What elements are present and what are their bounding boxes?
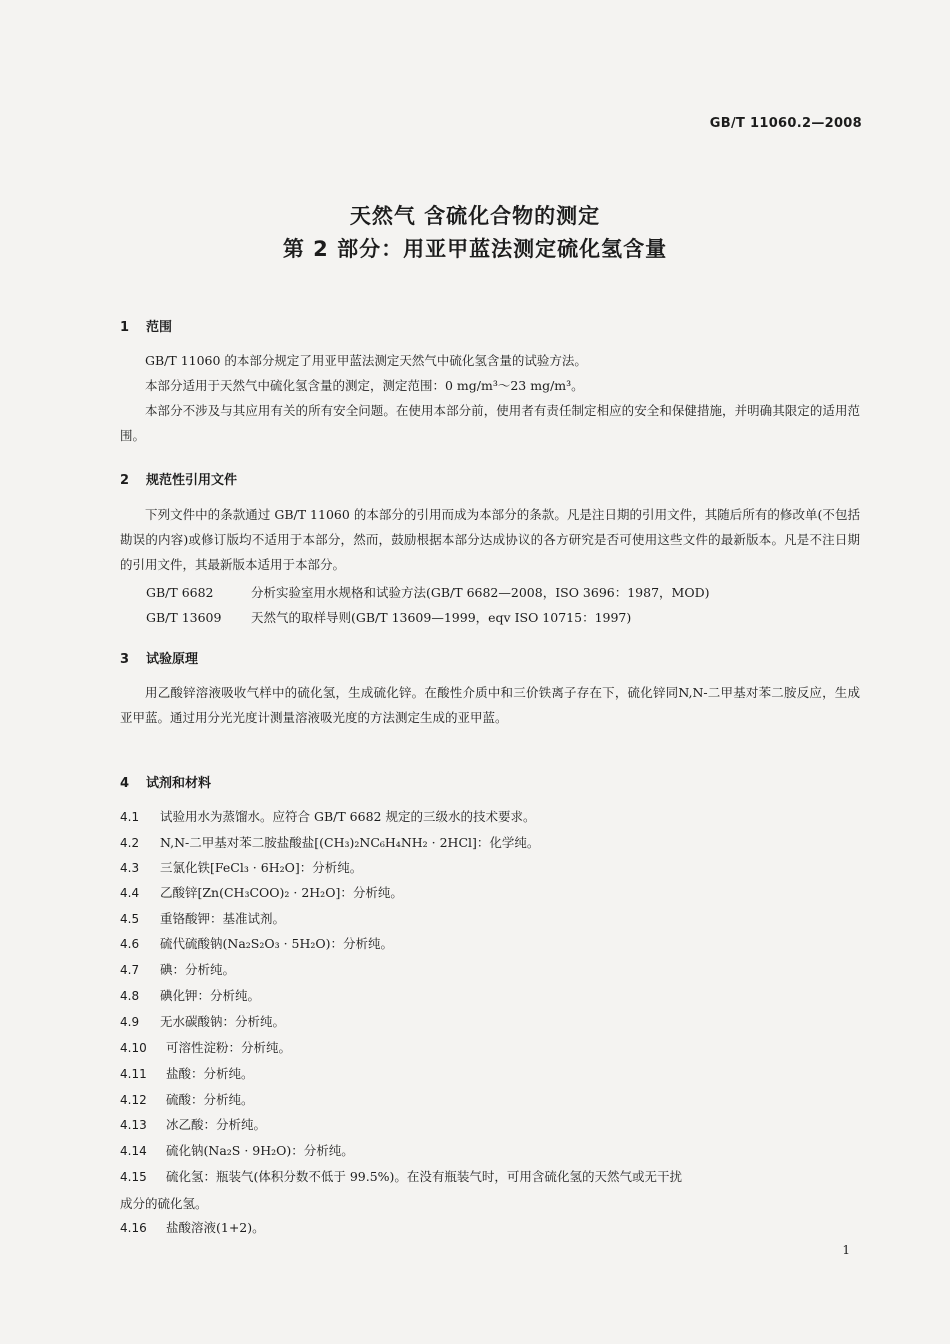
title-line-1: 天然气 含硫化合物的测定	[349, 204, 601, 228]
section-1-heading	[120, 316, 172, 335]
reagent-item	[120, 983, 860, 1009]
standard-number: GB/T 11060.2—2008	[709, 116, 862, 131]
reagent-item	[120, 1087, 860, 1113]
item-text: 可溶性淀粉：分析纯。	[166, 1040, 292, 1055]
item-number: 4.4	[120, 886, 140, 900]
item-number: 4.9	[120, 1015, 140, 1029]
item-text: 盐酸：分析纯。	[166, 1066, 254, 1081]
section-number: 1	[120, 320, 130, 335]
item-text: 试验用水为蒸馏水。应符合 GB/T 6682 规定的三级水的技术要求。	[160, 809, 536, 824]
reference-item	[146, 608, 631, 626]
item-number: 4.10	[120, 1041, 147, 1055]
reagent-item	[120, 1035, 860, 1061]
item-number: 4.6	[120, 937, 140, 951]
reagent-item	[120, 906, 860, 932]
reagent-item	[120, 1164, 860, 1190]
section-1-paragraph-3: 本部分不涉及与其应用有关的所有安全问题。在使用本部分前，使用者有责任制定相应的安全和保健措施，并明确其限定的适用范围。	[120, 403, 860, 443]
section-3-heading	[120, 648, 198, 667]
item-text: 硫酸：分析纯。	[166, 1092, 254, 1107]
item-number: 4.2	[120, 836, 140, 850]
reference-item	[146, 583, 710, 601]
item-text: 乙酸锌[Zn(CH₃COO)₂ · 2H₂O]：分析纯。	[160, 885, 403, 900]
item-text: 碘化钾：分析纯。	[160, 988, 261, 1003]
section-3-paragraph: 用乙酸锌溶液吸收气样中的硫化氢，生成硫化锌。在酸性介质中和三价铁离子存在下，硫化锌同N,N-二甲基对苯二胺反应，生成亚甲蓝。通过用分光光度计测量溶液吸光度的方法测定生成的亚甲蓝。	[120, 685, 860, 725]
item-text: 无水碳酸钠：分析纯。	[160, 1014, 286, 1029]
section-4-heading	[120, 772, 211, 791]
reference-code: GB/T 6682	[146, 585, 214, 600]
section-title: 规范性引用文件	[146, 473, 238, 488]
reagent-item	[120, 855, 860, 881]
item-text: 硫化钠(Na₂S · 9H₂O)：分析纯。	[166, 1143, 354, 1158]
reagent-item	[120, 830, 860, 856]
reagent-item	[120, 957, 860, 983]
item-number: 4.16	[120, 1221, 147, 1235]
reagent-item	[120, 1112, 860, 1138]
section-number: 3	[120, 652, 130, 667]
item-text: 重铬酸钾：基准试剂。	[160, 911, 286, 926]
section-title: 试验原理	[146, 652, 199, 667]
item-text: 冰乙酸：分析纯。	[166, 1117, 267, 1132]
reagent-item	[120, 931, 860, 957]
item-text: 硫代硫酸钠(Na₂S₂O₃ · 5H₂O)：分析纯。	[160, 936, 394, 951]
section-title: 范围	[146, 320, 173, 335]
item-number: 4.14	[120, 1144, 147, 1158]
item-text: 盐酸溶液(1+2)。	[166, 1220, 265, 1235]
item-number: 4.7	[120, 963, 140, 977]
item-number: 4.12	[120, 1093, 147, 1107]
item-text: 硫化氢：瓶装气(体积分数不低于 99.5%)。在没有瓶装气时，可用含硫化氢的天然气或无干扰	[166, 1169, 682, 1184]
section-number: 4	[120, 776, 130, 791]
reagent-item	[120, 804, 860, 830]
section-1-paragraph-1: GB/T 11060 的本部分规定了用亚甲蓝法测定天然气中硫化氢含量的试验方法。	[145, 353, 587, 368]
reagent-item	[120, 1215, 860, 1241]
reference-code: GB/T 13609	[146, 610, 222, 625]
section-2-paragraph: 下列文件中的条款通过 GB/T 11060 的本部分的引用而成为本部分的条款。凡是注日期的引用文件，其随后所有的修改单(不包括勘误的内容)或修订版均不适用于本部分，然而，鼓励根据本部分达成协议的各方研究是否可使用这些文件的最新版本。凡是不注日期的引用文件，其最新版本适用于本部分。	[120, 507, 860, 572]
reagent-item	[120, 880, 860, 906]
item-number: 4.8	[120, 989, 140, 1003]
section-2-heading	[120, 469, 237, 488]
section-1-paragraph-2: 本部分适用于天然气中硫化氢含量的测定，测定范围：0 mg/m³～23 mg/m³。	[145, 378, 584, 393]
title-line-2: 第 2 部分：用亚甲蓝法测定硫化氢含量	[282, 237, 668, 261]
page-number: 1	[842, 1243, 850, 1257]
item-text: N,N-二甲基对苯二胺盐酸盐[(CH₃)₂NC₆H₄NH₂ · 2HCl]：化学纯。	[160, 835, 540, 850]
item-text: 碘：分析纯。	[160, 962, 236, 977]
reagent-item-continuation: 成分的硫化氢。	[120, 1196, 208, 1211]
item-number: 4.1	[120, 810, 140, 824]
reference-text: 分析实验室用水规格和试验方法(GB/T 6682—2008，ISO 3696：1987，MOD)	[251, 585, 710, 600]
item-number: 4.15	[120, 1170, 147, 1184]
section-number: 2	[120, 473, 130, 488]
reagent-item	[120, 1061, 860, 1087]
item-number: 4.3	[120, 861, 140, 875]
item-number: 4.5	[120, 912, 140, 926]
item-number: 4.11	[120, 1067, 147, 1081]
reference-text: 天然气的取样导则(GB/T 13609—1999，eqv ISO 10715：1997)	[251, 610, 632, 625]
reagent-item	[120, 1009, 860, 1035]
reagent-item	[120, 1138, 860, 1164]
item-number: 4.13	[120, 1118, 147, 1132]
item-text: 三氯化铁[FeCl₃ · 6H₂O]：分析纯。	[160, 860, 363, 875]
section-title: 试剂和材料	[146, 776, 212, 791]
